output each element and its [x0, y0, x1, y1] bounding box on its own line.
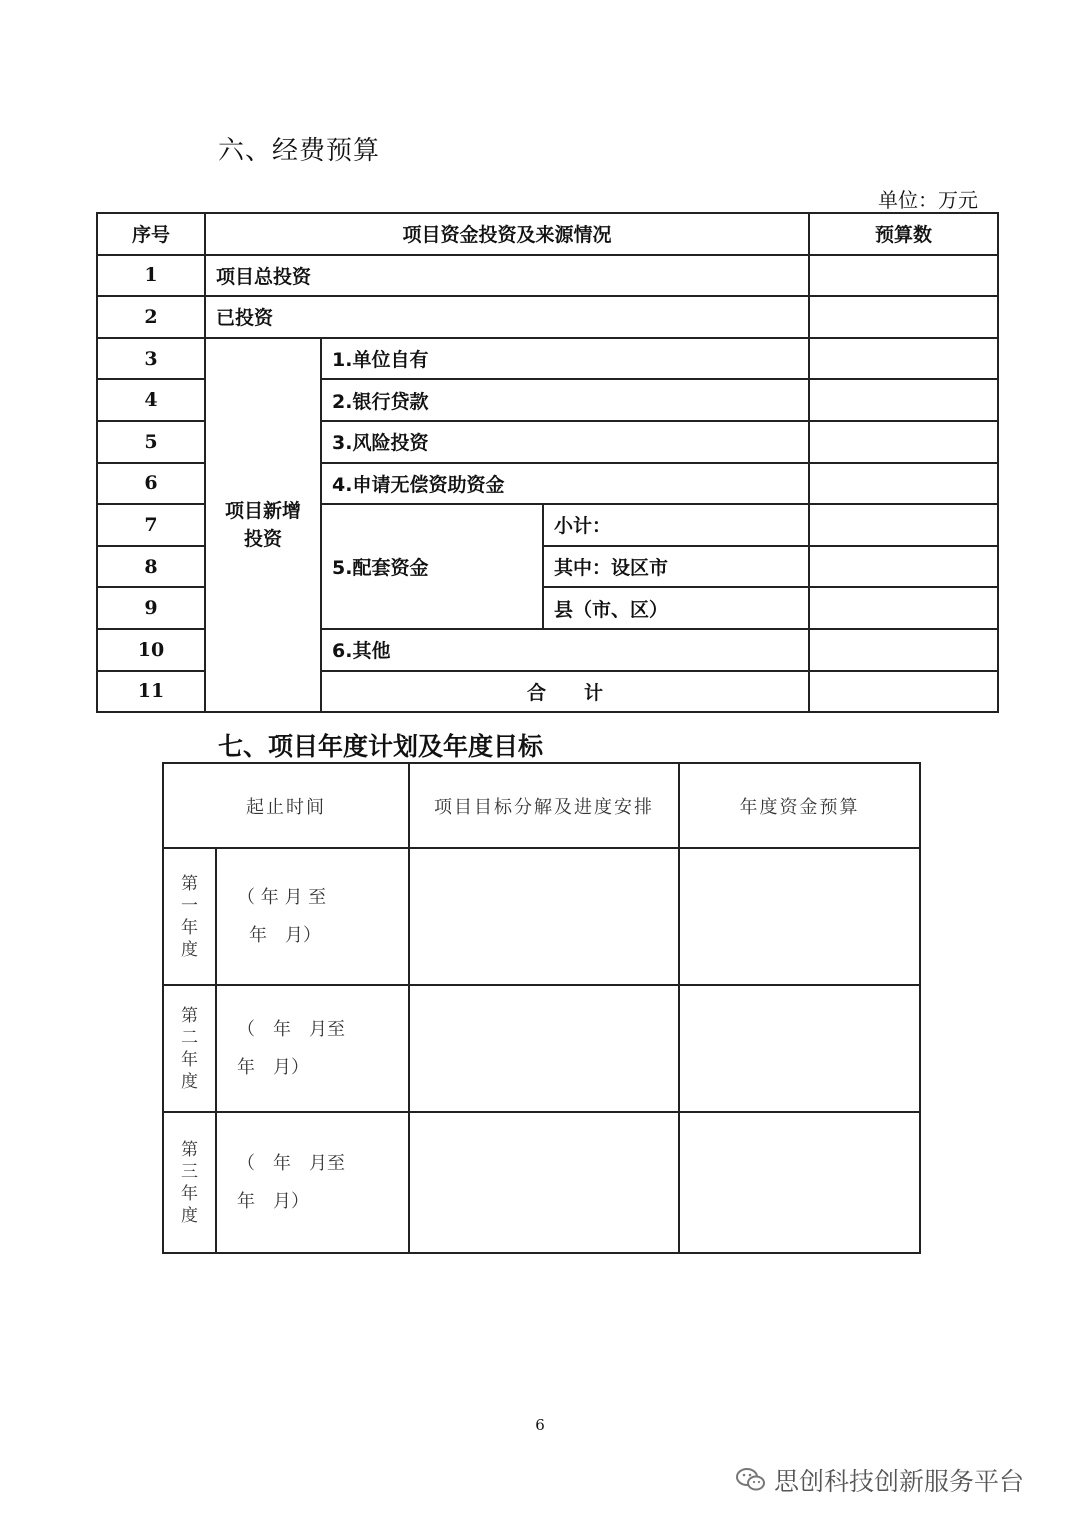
funds-cell[interactable] [679, 985, 920, 1112]
budget-cell[interactable] [809, 587, 998, 629]
period-cell[interactable] [216, 848, 409, 985]
period-line-1: （ 年 月至 [237, 1152, 345, 1174]
budget-table [96, 212, 999, 713]
budget-cell[interactable] [809, 379, 998, 421]
table-row [97, 255, 998, 297]
funds-cell[interactable] [679, 1112, 920, 1253]
seq-cell: 10 [97, 629, 205, 671]
label-cell: 小计： [543, 504, 809, 546]
period-cell[interactable] [216, 1112, 409, 1253]
period-line-2: 年 月） [237, 1056, 309, 1078]
page-number: 6 [535, 1416, 545, 1434]
funds-cell[interactable] [679, 848, 920, 985]
wechat-icon [736, 1467, 766, 1493]
table-row [97, 213, 998, 255]
watermark [736, 1462, 1024, 1498]
seq-cell: 3 [97, 338, 205, 380]
budget-cell[interactable] [809, 671, 998, 713]
watermark-text: 思创科技创新服务平台 [774, 1467, 1025, 1496]
seq-cell: 4 [97, 379, 205, 421]
budget-cell[interactable] [809, 629, 998, 671]
total-label: 合 计 [321, 671, 809, 713]
year-label-text: 第二年度 [181, 1005, 198, 1092]
label-cell: 县（市、区） [543, 587, 809, 629]
label-cell: 2.银行贷款 [321, 379, 809, 421]
period-cell[interactable] [216, 985, 409, 1112]
label-cell: 1.单位自有 [321, 338, 809, 380]
year-label [163, 848, 216, 985]
goals-cell[interactable] [409, 985, 679, 1112]
seq-cell: 9 [97, 587, 205, 629]
year-label [163, 1112, 216, 1253]
budget-cell[interactable] [809, 255, 998, 297]
seq-cell: 2 [97, 296, 205, 338]
seq-cell: 7 [97, 504, 205, 546]
period-line-2: 年 月） [249, 924, 321, 946]
table-row [97, 296, 998, 338]
year-label [163, 985, 216, 1112]
header-period: 起止时间 [163, 763, 409, 848]
period-line-1: （ 年 月至 [237, 1018, 345, 1040]
seq-cell: 5 [97, 421, 205, 463]
header-budget: 预算数 [809, 213, 998, 255]
label-cell: 已投资 [205, 296, 809, 338]
label-cell: 6.其他 [321, 629, 809, 671]
group-matching-funds: 5.配套资金 [321, 504, 543, 629]
period-line-1: （ 年 月 至 [237, 886, 327, 908]
year-label-text: 第三年度 [181, 1139, 198, 1226]
header-goals: 项目目标分解及进度安排 [409, 763, 679, 848]
table-row [97, 338, 998, 380]
year-label-text: 第一年度 [181, 873, 198, 960]
seq-cell: 11 [97, 671, 205, 713]
group-new-investment-label: 项目新增投资 [224, 499, 301, 550]
label-cell: 3.风险投资 [321, 421, 809, 463]
budget-cell[interactable] [809, 504, 998, 546]
goals-cell[interactable] [409, 848, 679, 985]
table-row [163, 985, 920, 1112]
table-row [163, 1112, 920, 1253]
label-cell: 4.申请无偿资助资金 [321, 463, 809, 505]
budget-cell[interactable] [809, 421, 998, 463]
header-seq: 序号 [97, 213, 205, 255]
section-title-annual-plan: 七、项目年度计划及年度目标 [218, 732, 544, 761]
unit-label: 单位：万元 [878, 188, 978, 212]
table-row [163, 763, 920, 848]
budget-cell[interactable] [809, 463, 998, 505]
header-desc: 项目资金投资及来源情况 [205, 213, 809, 255]
label-cell: 其中：设区市 [543, 546, 809, 588]
header-funds: 年度资金预算 [679, 763, 920, 848]
annual-plan-table [162, 762, 921, 1254]
seq-cell: 8 [97, 546, 205, 588]
section-title-budget: 六、经费预算 [218, 136, 381, 166]
seq-cell: 1 [97, 255, 205, 297]
budget-cell[interactable] [809, 546, 998, 588]
period-line-2: 年 月） [237, 1190, 309, 1212]
goals-cell[interactable] [409, 1112, 679, 1253]
budget-cell[interactable] [809, 338, 998, 380]
group-new-investment [205, 338, 321, 712]
table-row [163, 848, 920, 985]
label-cell: 项目总投资 [205, 255, 809, 297]
seq-cell: 6 [97, 463, 205, 505]
budget-cell[interactable] [809, 296, 998, 338]
